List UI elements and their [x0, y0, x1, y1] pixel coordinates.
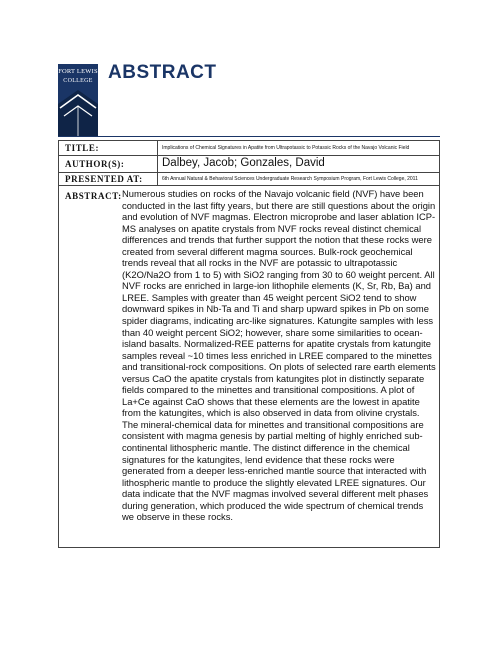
author-row [59, 156, 439, 173]
presented-label: PRESENTED AT: [65, 174, 143, 184]
logo-line-1: FORT LEWIS [58, 68, 98, 75]
row-separator [157, 173, 158, 185]
abstract-body [122, 188, 436, 523]
presented-value: 6th Annual Natural & Behavioral Sciences Undergraduate Research Symposium Program, Fort Lewis College, 2011 [162, 176, 418, 182]
author-label: AUTHOR(S): [65, 159, 125, 169]
title-row [59, 141, 439, 156]
row-separator [157, 141, 158, 155]
college-logo [58, 64, 98, 136]
abstract-form [58, 140, 440, 548]
presented-row [59, 173, 439, 186]
page-heading: ABSTRACT [108, 62, 217, 83]
title-value: Implications of Chemical Signatures in Apatite from Ultrapotassic to Potassic Rocks of the Navajo Volcanic Field [162, 145, 410, 151]
abstract-paragraph-2: The mineral-chemical data for minettes and transitional compositions are consistent with magma genesis by partial melting of highly enriched sub-continental lithospheric mantle. The distinct difference in the chemical signatures for the katungites, lend evidence that these rocks were generated from a deeper less-enriched mantle source that interacted with lithospheric mantle to produce the slightly elevated LREE signatures. Our data indicate that the NVF magmas involved several different melt phases during generation, which produced the wide spectrum of chemical trends we observe in these rocks. [122, 418, 429, 523]
title-label: TITLE: [65, 143, 100, 153]
abstract-paragraph-1: Numerous studies on rocks of the Navajo volcanic field (NVF) have been conducted in the last fifty years, but there are still questions about the origin and evolution of NVF magmas. Electron microprobe and laser ablation ICP-MS analyses on apatite crystals from NVF rocks reveal distinct chemical differences and trends that further support the notion that these rocks were created from several different magma sources. Bulk-rock geochemical trends reveal that all rocks in the NVF are potassic to ultrapotassic (K2O/Na2O from 1 to 5) with SiO2 ranging from 30 to 60 weight percent. All NVF rocks are enriched in large-ion lithophile elements (K, Sr, Rb, Ba) and LREE. Samples with greater than 45 weight percent SiO2 tend to show downward spikes in Nb-Ta and Ti and sharp upward spikes in Pb on some spider diagrams, indicating arc-like signatures. Katungite samples with less than 40 weight percent SiO2; however, share some similarities to ocean-island basalts. Normalized-REE patterns for apatite crystals from katungite samples reveal ~10 times less enriched in LREE compared to the minettes and transitional-rock compositions. On plots of selected rare earth elements versus CaO the apatite crystals from katungites plot in distinctly separate fields compared to the minettes and transitional compositions. A plot of La+Ce against CaO shows that these elements are the lowest in apatite from the katungites, which is also observed in data from olivine crystals. [122, 188, 436, 419]
abstract-label: ABSTRACT: [65, 191, 122, 201]
row-separator [157, 156, 158, 172]
logo-line-2: COLLEGE [63, 78, 93, 84]
heading-divider [58, 136, 440, 137]
author-value: Dalbey, Jacob; Gonzales, David [162, 157, 325, 169]
